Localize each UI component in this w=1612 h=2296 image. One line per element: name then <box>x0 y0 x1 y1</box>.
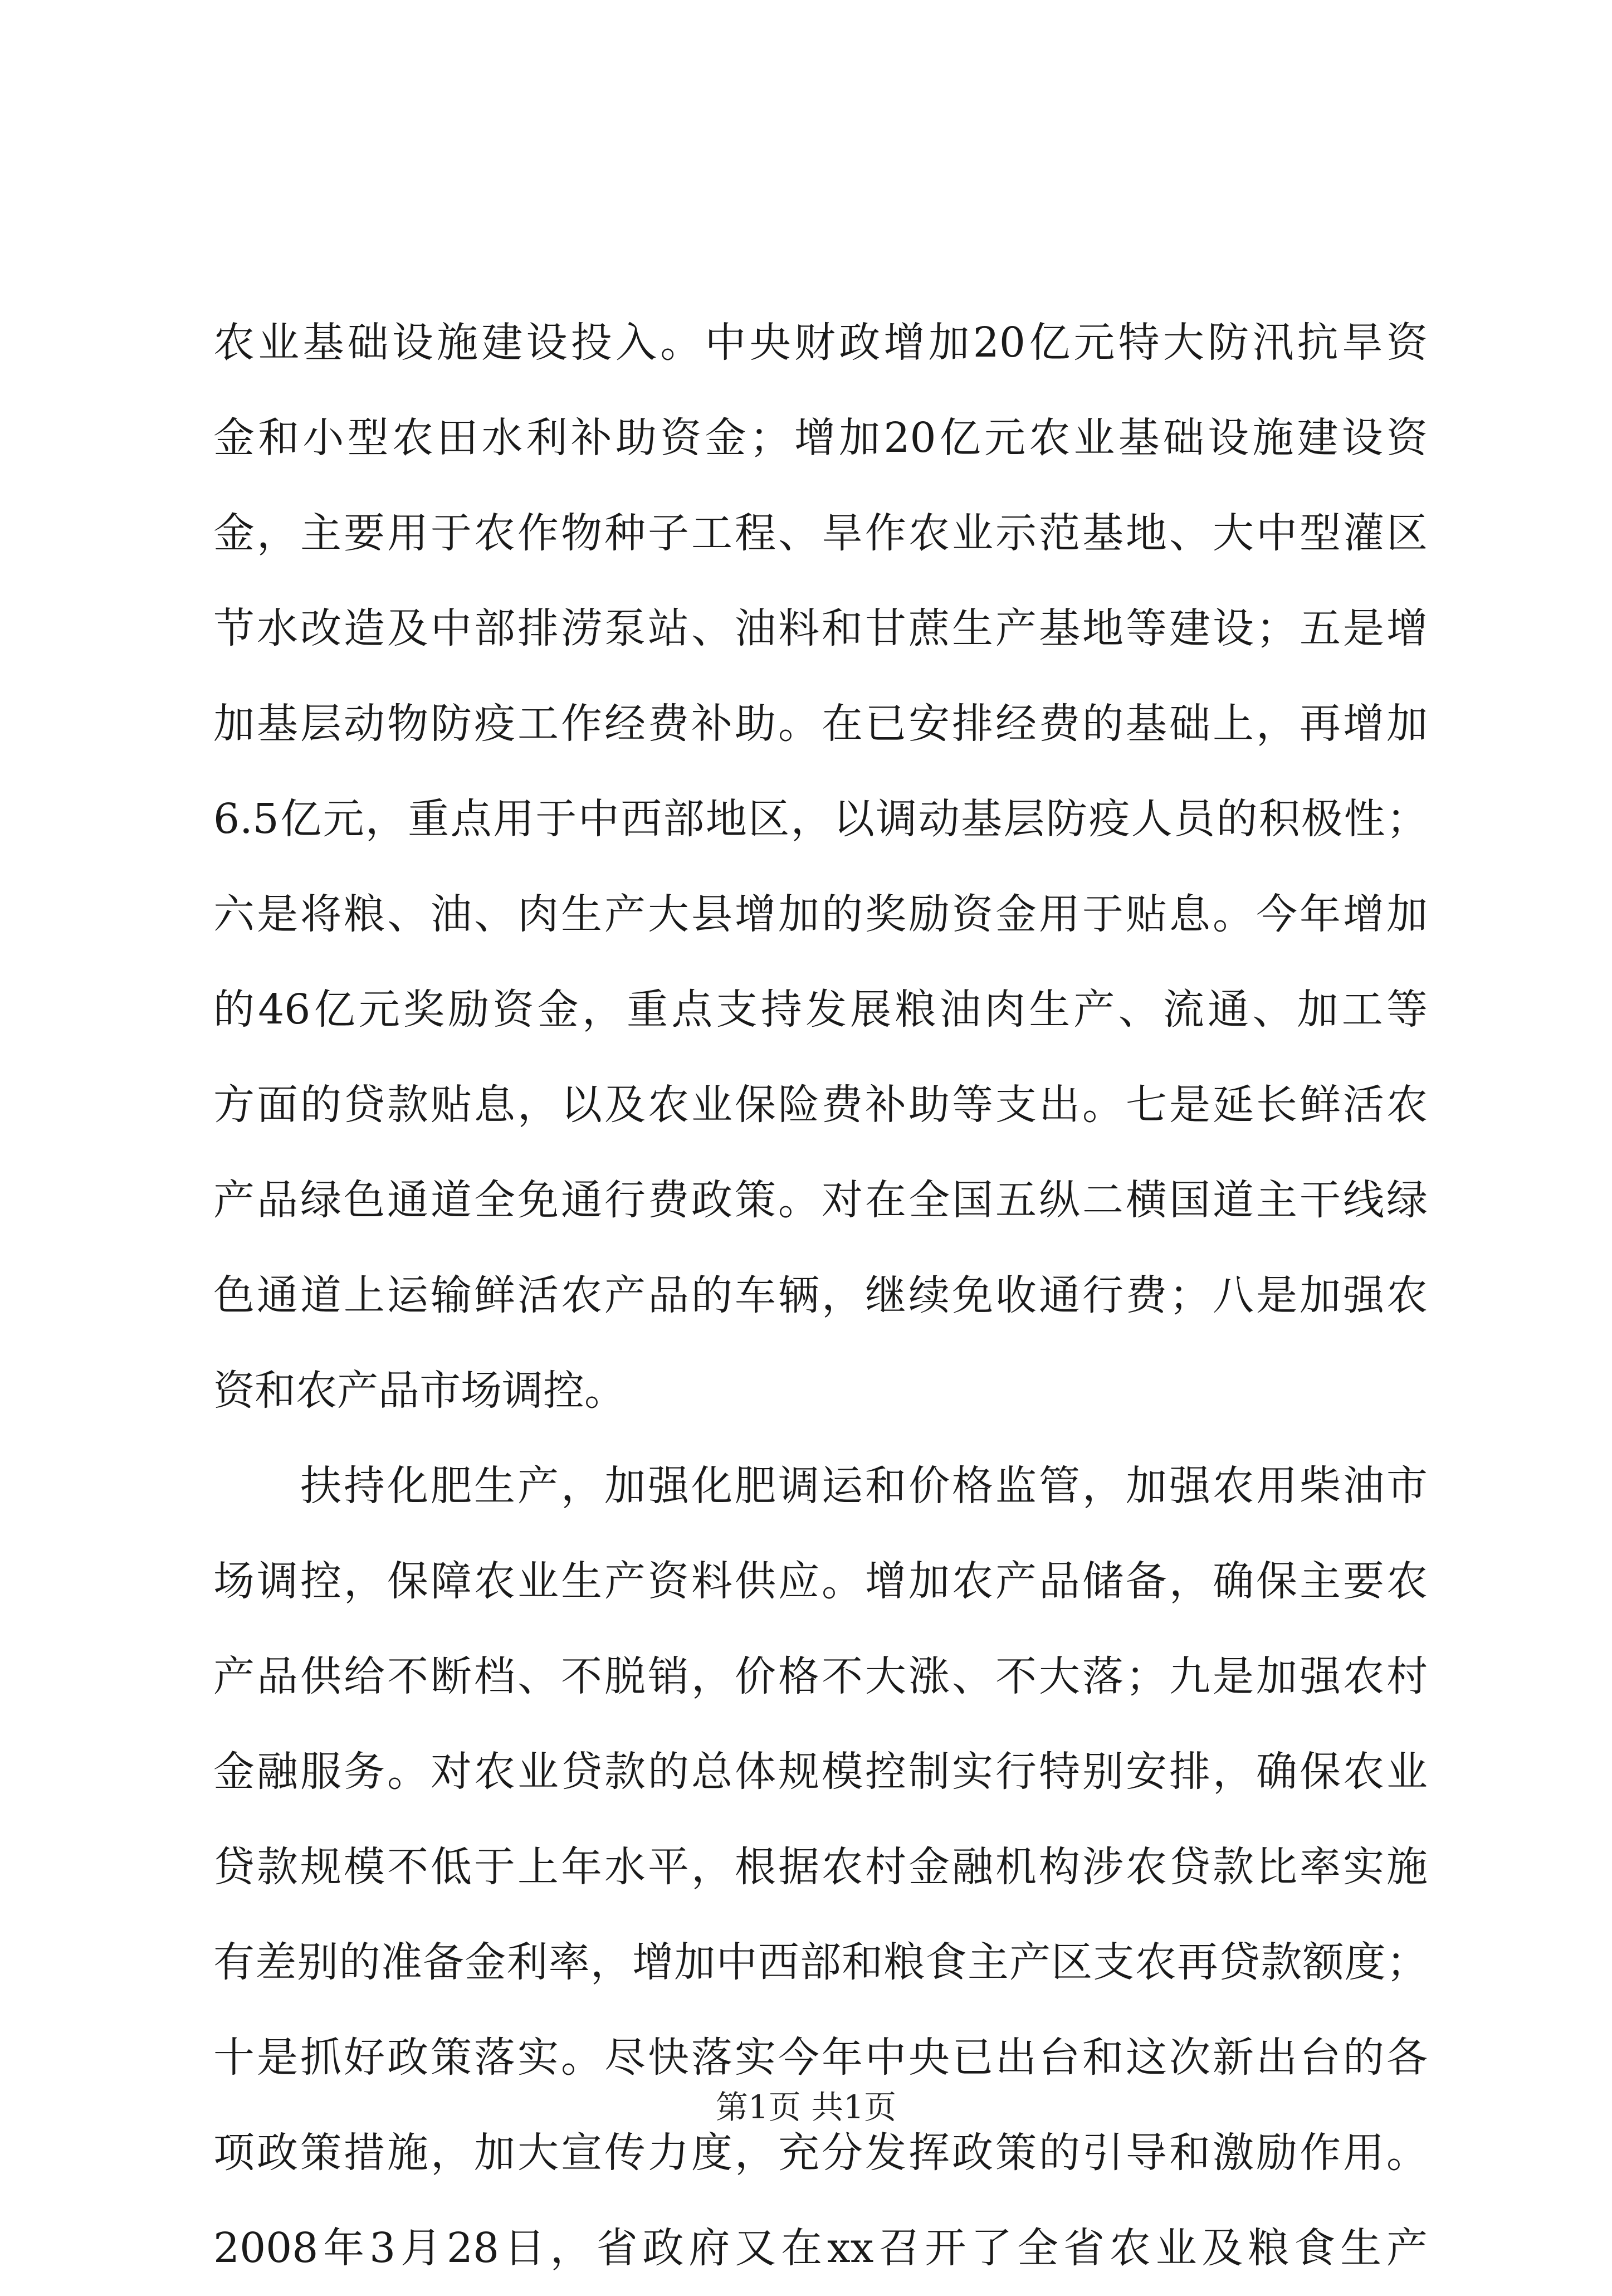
text-line: 6.5亿元，重点用于中西部地区，以调动基层防疫人员的积极性； <box>213 795 1428 843</box>
text-line: 项政策措施，加大宣传力度，充分发挥政策的引导和激励作用。 <box>213 2129 1428 2177</box>
page-footer: 第1页 共1页 <box>715 2088 897 2126</box>
text-line: 资和农产品市场调控。 <box>213 1367 626 1415</box>
text-line: 十是抓好政策落实。尽快落实今年中央已出台和这次新出台的各 <box>213 2034 1428 2081</box>
text-line: 产品绿色通道全免通行费政策。对在全国五纵二横国道主干线绿 <box>213 1176 1428 1224</box>
text-line: 2008年3月28日，省政府又在xx召开了全省农业及粮食生产 <box>213 2224 1428 2272</box>
text-line: 扶持化肥生产，加强化肥调运和价格监管，加强农用柴油市 <box>300 1462 1428 1510</box>
text-line: 的46亿元奖励资金，重点支持发展粮油肉生产、流通、加工等 <box>213 986 1428 1034</box>
text-line: 有差别的准备金利率，增加中西部和粮食主产区支农再贷款额度； <box>213 1938 1428 1986</box>
text-line: 贷款规模不低于上年水平，根据农村金融机构涉农贷款比率实施 <box>213 1843 1428 1891</box>
text-line: 节水改造及中部排涝泵站、油料和甘蔗生产基地等建设；五是增 <box>213 605 1428 652</box>
text-line: 加基层动物防疫工作经费补助。在已安排经费的基础上，再增加 <box>213 700 1428 748</box>
text-line: 金和小型农田水利补助资金；增加20亿元农业基础设施建设资 <box>213 414 1428 462</box>
text-line: 色通道上运输鲜活农产品的车辆，继续免收通行费；八是加强农 <box>213 1271 1428 1319</box>
text-line: 方面的贷款贴息，以及农业保险费补助等支出。七是延长鲜活农 <box>213 1081 1428 1129</box>
text-line: 场调控，保障农业生产资料供应。增加农产品储备，确保主要农 <box>213 1557 1428 1605</box>
text-line: 六是将粮、油、肉生产大县增加的奖励资金用于贴息。今年增加 <box>213 890 1428 938</box>
text-line: 金，主要用于农作物种子工程、旱作农业示范基地、大中型灌区 <box>213 509 1428 557</box>
text-line: 产品供给不断档、不脱销，价格不大涨、不大落；九是加强农村 <box>213 1652 1428 1700</box>
text-line: 农业基础设施建设投入。中央财政增加20亿元特大防汛抗旱资 <box>213 319 1428 367</box>
text-line: 金融服务。对农业贷款的总体规模控制实行特别安排，确保农业 <box>213 1748 1428 1796</box>
document-body <box>213 295 1428 2296</box>
